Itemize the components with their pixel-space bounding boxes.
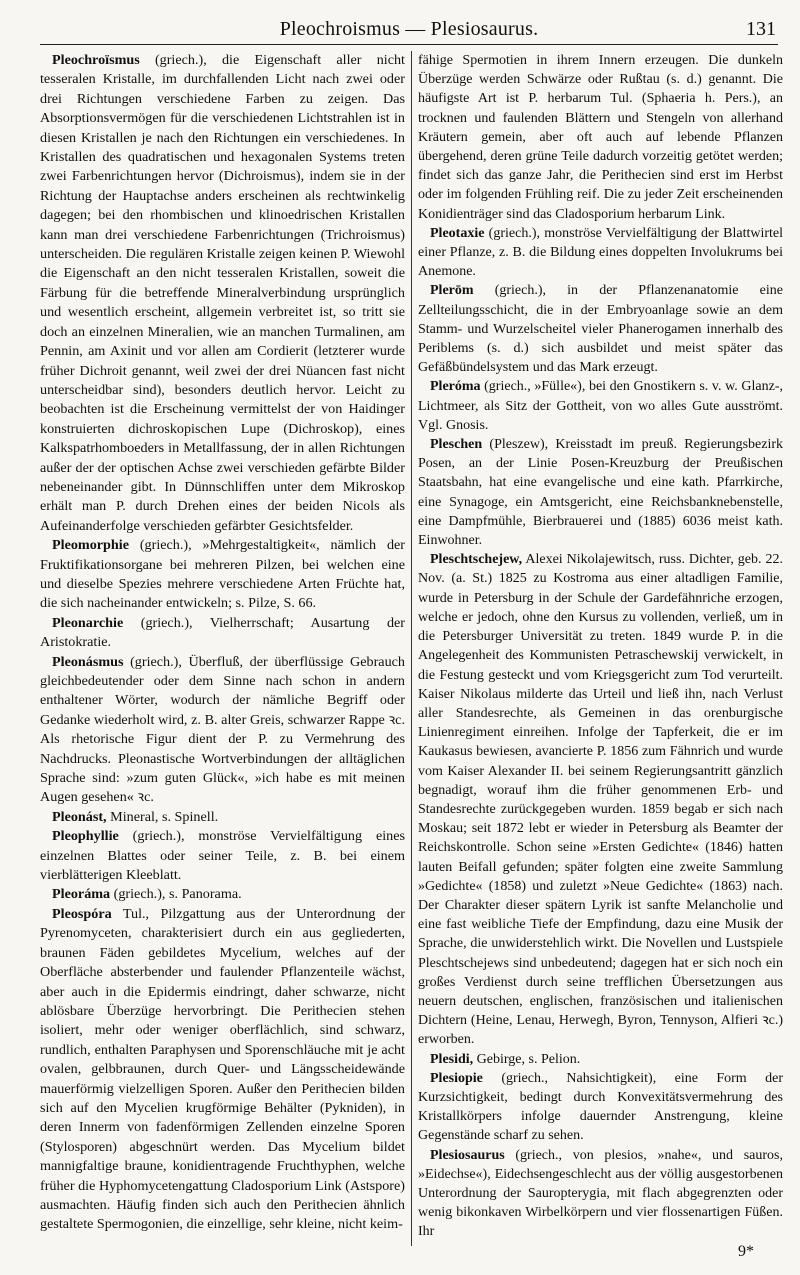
entry-headword: Pleschen — [430, 437, 483, 453]
entry-headword: Pleomorphie — [52, 537, 129, 554]
entry-headword: Pleschtschejew, — [430, 552, 523, 568]
entry-text: Gebirge, s. Pelion. — [473, 1051, 581, 1067]
dictionary-entry — [418, 224, 783, 282]
entry-text: Alexei Nikolajewitsch, russ. Dichter, geb. 22. Nov. (a. St.) 1825 zu Kostroma aus einer altadligen Familie, wurde in Petersburg in der Schule der Gardefähnriche erzogen, welche er jedoch, ohne den Kursus zu vollenden, verließ, um in die Petersburger Universität zu treten. 1849 wurde P. in die Angelegenheit des Kommunisten Petraschewskij verwickelt, in die Festung gesteckt und vom Kriegsgericht zum Tod verurteilt. Kaiser Nikolaus milderte das Urteil und ließ ihn, nach Verlust aller Standesrechte, als Gemeinen in das orenburgische Linienregiment einreihen. Infolge der Tapferkeit, die er im Kaukasus bewiesen, avancierte P. 1856 zum Fähnrich und wurde vom Kaiser Alexander II. bei seinem Regierungsantritt gänzlich begnadigt, worauf ihm die früher genommenen Erb- und Standesrechte zurückgegeben wurden. 1859 begab er sich nach Moskau; seit 1872 lebt er wieder in Petersburg als Beamter der Reichskontrolle. Schon seine »Ersten Gedichte« (1846) hatten lauten Beifall gefunden; später folgten eine zweite Sammlung »Gedichte« (1858) und zuletzt »Neue Gedichte« (1863) nach. Der Charakter dieser spätern Lyrik ist sanfte Melancholie und eine fast weibliche Tiefe der Empfindung, dazu eine Musik der Sprache, die unwiderstehlich wirkt. Die Novellen und Lustspiele Pleschtschejews sind unbedeutend; dagegen hat er sich noch ein großes Verdienst durch seine trefflichen Übersetzungen aus neuern deutschen, englischen, französischen und italienischen Dichtern (Heine, Lenau, Herwegh, Byron, Tennyson, Alfieri ꝛc.) erworben. — [418, 552, 783, 1048]
entry-text: (griech.), monströse Vervielfältigung eines einzelnen Blattes oder seiner Teile, z. B. bei einem vierblätterigen Kleeblatt. — [40, 828, 405, 884]
entry-text: (griech.), in der Pflanzenanatomie eine Zellteilungsschicht, die in der Embryoanlage sowie an dem Stamm- und Wurzelscheitel vieler Phanerogamen innerhalb des Periblems (s. d.) sich ausbildet und meist später das Gefäßbündelsystem und das Mark erzeugt. — [418, 283, 783, 376]
column-rule — [411, 51, 412, 1246]
entry-headword: Pleonarchie — [52, 614, 124, 631]
dictionary-entry — [40, 51, 405, 536]
entry-text: Mineral, s. Spinell. — [106, 808, 219, 825]
entry-text: (griech.), Vielherrschaft; Ausartung der Aristokratie. — [40, 614, 405, 651]
dictionary-entry — [40, 827, 405, 885]
dictionary-entry — [40, 905, 405, 1235]
dictionary-entry — [418, 550, 783, 1049]
entry-headword: Pleophyllie — [52, 828, 119, 845]
entry-text: (griech.), monströse Vervielfältigung der Blattwirtel einer Pflanze, z. B. die Bildung eines doppelten Involukrums bei Anemone. — [418, 225, 783, 280]
entry-headword: Pleróma — [430, 379, 481, 395]
dictionary-entry — [418, 281, 783, 377]
signature-mark: 9* — [738, 1243, 754, 1260]
dictionary-entry — [40, 885, 405, 904]
left-column — [40, 51, 405, 1246]
entry-text: (griech., »Fülle«), bei den Gnostikern s. v. w. Glanz-, Lichtmeer, als Sitz der Gottheit, von wo alles Gute ausströmt. Vgl. Gnosis. — [418, 379, 783, 433]
entry-text: (griech.), die Eigenschaft aller nicht tesseralen Kristalle, im durchfallenden Licht nach zwei oder drei Richtungen verschiedene Farben zu zeigen. Das Absorptionsvermögen für die verschiedenen Lichtstrahlen ist in diesen Kristallen je nach den Richtungen ein verschiedenes. In Kristallen des quadratischen und hexagonalen Systems treten zwei Farbenrichtungen hervor (Dichroismus), indem sie in der Richtung der Hauptachse anders erscheinen als rechtwinkelig dagegen; bei den rhombischen und klinoedrischen Kristallen kann man drei verschiedene Farbenrichtungen (Trichroismus) unterscheiden. Die regulären Kristalle zeigen keinen P. Wiewohl die Eigenschaft an den nicht tesseralen Kristallen, soweit die Färbung für die betreffende Mineralverbindung ursprünglich und wesentlich erscheint, allgemein verbreitet ist, so tritt sie doch an einzelnen Mineralien, wie an manchen Turmalinen, am Pennin, am Axinit und vor allen am Cordierit (letzterer wurde früher Dichroit genannt, weil zwei der drei Nüancen fast nicht unterscheidbar sind), besonders deutlich hervor. Leicht zu beobachten ist die Erscheinung vermittelst der von Haidinger konstruierten dichroskopischen Lupe (Dichroskop), eines Kalkspatrhomboeders in Metallfassung, der in allen Richtungen außer der der optischen Achse zwei verschieden gefärbte Bilder nebeneinander gibt. In Dünnschliffen unter dem Mikroskop erhält man P. durch Drehen eines der beiden Nicols als Aufeinanderfolge verschieden gefärbter Gesichtsfelder. — [40, 52, 405, 534]
entry-text: Tul., Pilzgattung aus der Unterordnung der Pyrenomyceten, charakterisiert durch ein aus gegliederten, braunen Fäden gebildetes Mycelium, welches auf der Oberfläche absterbender und faulender Pflanzenteile wächst, aber auch in die Epidermis eindringt, daher schwarze, nicht ablösbare Überzüge hervorbringt. Die Perithecien stehen isoliert, mehr oder weniger oberflächlich, sind schwarz, rundlich, enthalten Paraphysen und Sporenschläuche mit je acht ovalen, gelbbraunen, durch Quer- und Längsscheidewände mauerförmig vielzelligen Sporen. Außer den Perithecien bilden sich auf den Mycelien krugförmige Behälter (Pykniden), in deren Innerm von fadenförmigen Zellenden einzelne Sporen (Stylosporen) abgeschnürt werden. Das Mycelium bildet mannigfaltige braune, konidientragende Fruchthyphen, welche früher die Hyphomycetengattung Cladosporium Link (Astspore) ausmachten. Häufig finden sich auch den Perithecien ähnlich gestaltete Spermogonien, die einzellige, sehr kleine, nicht keim- — [40, 905, 405, 1233]
entry-headword: Pleochroïsmus — [52, 52, 140, 68]
dictionary-entry — [418, 1069, 783, 1146]
dictionary-entry — [40, 614, 405, 653]
entry-text: (griech.), Überfluß, der überflüssige Gebrauch gleichbedeutender oder dem Sinne nach schon in andern enthaltener Wörter, wodurch der nämliche Begriff oder Gedanke wiederholt wird, z. B. alter Greis, schwarzer Rappe ꝛc. Als rhetorische Figur dient der P. zu Vermehrung des Nachdrucks. Pleonastische Wortverbindungen der alltäglichen Sprache sind: »zum guten Glück«, »ich habe es mit meinen Augen gesehen« ꝛc. — [40, 653, 405, 806]
entry-headword: Plesidi, — [430, 1051, 474, 1067]
running-title: Pleochroismus — Plesiosaurus. — [279, 18, 539, 40]
right-column — [418, 51, 783, 1246]
running-head — [40, 14, 778, 45]
dictionary-entry — [40, 653, 405, 808]
entry-text: (griech., Nahsichtigkeit), eine Form der Kurzsichtigkeit, bedingt durch Konvexitätsvermehrung des Kristallkörpers infolge dauernder Anstrengung, kleine Gegenstände scharf zu sehen. — [418, 1070, 783, 1144]
dictionary-entry — [418, 435, 783, 550]
entry-headword: Plesiopie — [430, 1070, 483, 1086]
entry-headword: Pleonásmus — [52, 653, 124, 670]
text-columns — [40, 51, 783, 1246]
entry-headword: Pleoráma — [52, 886, 111, 903]
entry-text: (griech., von plesios, »nahe«, und sauros, »Eidechse«), Eidechsengeschlecht aus der völlig ausgestorbenen Unterordnung der Sauropterygia, mit flach abgegrenzten oder wenig bikonkaven Wirbelkörpern und vier flossenartigen Füßen. Ihr — [418, 1147, 783, 1240]
dictionary-entry — [418, 377, 783, 435]
entry-text: (griech.), »Mehrgestaltigkeit«, nämlich der Fruktifikationsorgane bei mehreren Pilzen, bei welchen eine und dieselbe Spezies mehrere verschiedene Arten Früchte hat, die sich nacheinander entwickeln; s. Pilze, S. 66. — [40, 537, 405, 612]
entry-text: fähige Spermotien in ihrem Innern erzeugen. Die dunkeln Überzüge werden Schwärze oder Rußtau (s. d.) genannt. Die häufigste Art ist P. herbarum Tul. (Sphaeria h. Pers.), an trocknen und faulenden Blättern und Stengeln von allerhand Kräutern gemein, aber oft auch auf lebende Pflanzen übergehend, deren grüne Teile dadurch vorzeitig getötet werden; findet sich das ganze Jahr, die Perithecien sind erst im Herbst oder im folgenden Frühling reif. Die zu jeder Zeit erscheinenden Konidienträger sind das Cladosporium herbarum Link. — [418, 53, 783, 222]
entry-text: (Pleszew), Kreisstadt im preuß. Regierungsbezirk Posen, an der Linie Posen-Kreuzburg der Preußischen Staatsbahn, hat eine evangelische und eine kath. Pfarrkirche, eine Synagoge, ein Amtsgericht, eine Reichsbanknebenstelle, eine Dampfmühle, Bierbrauerei und (1885) 6036 meist kath. Einwohner. — [418, 437, 783, 549]
entry-headword: Pleonást, — [52, 808, 107, 825]
entry-headword: Pleospóra — [52, 905, 112, 922]
dictionary-entry — [418, 1146, 783, 1242]
page-number: 131 — [746, 18, 776, 40]
entry-headword: Plesiosaurus — [430, 1147, 505, 1163]
dictionary-entry — [40, 808, 405, 827]
dictionary-entry — [40, 536, 405, 614]
entry-headword: Plerōm — [430, 283, 474, 299]
dictionary-entry — [418, 1050, 783, 1069]
dictionary-entry — [418, 51, 783, 224]
entry-headword: Pleotaxie — [430, 225, 485, 241]
entry-text: (griech.), s. Panorama. — [110, 886, 242, 903]
